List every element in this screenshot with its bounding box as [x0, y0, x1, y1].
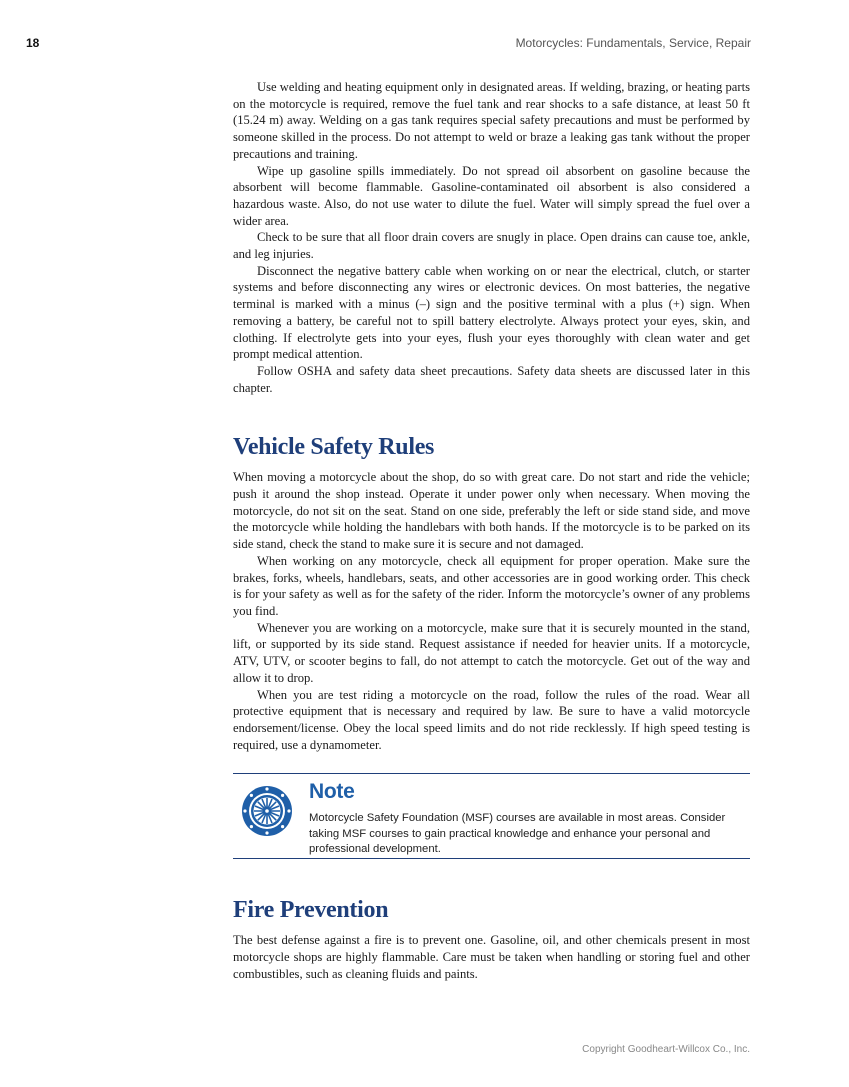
paragraph: Check to be sure that all floor drain covers are snugly in place. Open drains can cause toe, ankle, and leg injuries. [233, 230, 750, 262]
paragraph: When you are test riding a motorcycle on the road, follow the rules of the road. Wear all protective equipment that is necessary and required by law. Be sure to have a valid motorcycle endorsement/license. Obey the local speed limits and do not ride recklessly. If high speed testing is required, use a dynamometer. [233, 687, 750, 752]
paragraph: Follow OSHA and safety data sheet precautions. Safety data sheets are discussed later in this chapter. [233, 363, 750, 395]
wheel-icon [241, 785, 293, 837]
page-header [26, 36, 751, 54]
paragraph: When working on any motorcycle, check all equipment for proper operation. Make sure the brakes, forks, wheels, handlebars, seats, and other accessories are in good working order. This check is for your safety as well as for the safety of the rider. Inform the motorcycle’s owner of any problems you find. [233, 553, 750, 618]
paragraph: Use welding and heating equipment only in designated areas. If welding, brazing, or heating parts on the motorcycle is required, remove the fuel tank and rear shocks to a safe distance, at least 50 ft (15.24 m) away. Welding on a gas tank requires special safety precautions and must be performed by someone skilled in the process. Do not attempt to weld or braze a leaking gas tank without the proper precautions and training. [233, 80, 750, 161]
page-number: 18 [26, 36, 40, 50]
note-title: Note [309, 780, 355, 804]
paragraph: When moving a motorcycle about the shop, do so with great care. Do not start and ride the vehicle; push it around the shop instead. Operate it under power only when necessary. When moving the motorcycle, do not sit on the seat. Stand on one side, preferably the left or side stand side, and move the motorcycle while holding the handlebars with both hands. If the motorcycle is to be parked on its side stand, check the stand to make sure it is secure and not damaged. [233, 470, 750, 552]
paragraph: Whenever you are working on a motorcycle, make sure that it is securely mounted in the stand, lift, or supported by its side stand. Request assistance if needed for heavier units. If a motorcycle, ATV, UTV, or scooter begins to fall, do not attempt to catch the motorcycle. Get out of the way and allow it to drop. [233, 620, 750, 685]
note-box [233, 773, 750, 859]
copyright-footer: Copyright Goodheart-Willcox Co., Inc. [582, 1044, 750, 1055]
section-heading-fire-prevention: Fire Prevention [233, 897, 389, 924]
paragraph: The best defense against a fire is to prevent one. Gasoline, oil, and other chemicals present in most motorcycle shops are highly flammable. Care must be taken when handling or storing fuel and other combustibles, such as cleaning fluids and paints. [233, 933, 750, 981]
running-title: Motorcycles: Fundamentals, Service, Repair [515, 36, 751, 50]
section-heading-vehicle-safety: Vehicle Safety Rules [233, 434, 435, 461]
paragraph: Disconnect the negative battery cable when working on or near the electrical, clutch, or starter systems and before disconnecting any wires or electronic devices. On most batteries, the negative terminal is marked with a minus (–) sign and the positive terminal with a plus (+) sign. When removing a battery, be careful not to spill battery electrolyte. Always protect your eyes, skin, and clothing. If electrolyte gets into your eyes, flush your eyes thoroughly with clean water and get prompt medical attention. [233, 263, 750, 362]
page-content [233, 79, 750, 982]
note-text: Motorcycle Safety Foundation (MSF) courses are available in most areas. Consider taking MSF courses to gain practical knowledge and enhance your personal and professional development. [309, 812, 726, 856]
paragraph: Wipe up gasoline spills immediately. Do not spread oil absorbent on gasoline because the absorbent will become flammable. Gasoline-contaminated oil absorbent is also considered a hazardous waste. Also, do not use water to dilute the fuel. Water will simply spread the fuel over a wider area. [233, 163, 750, 228]
